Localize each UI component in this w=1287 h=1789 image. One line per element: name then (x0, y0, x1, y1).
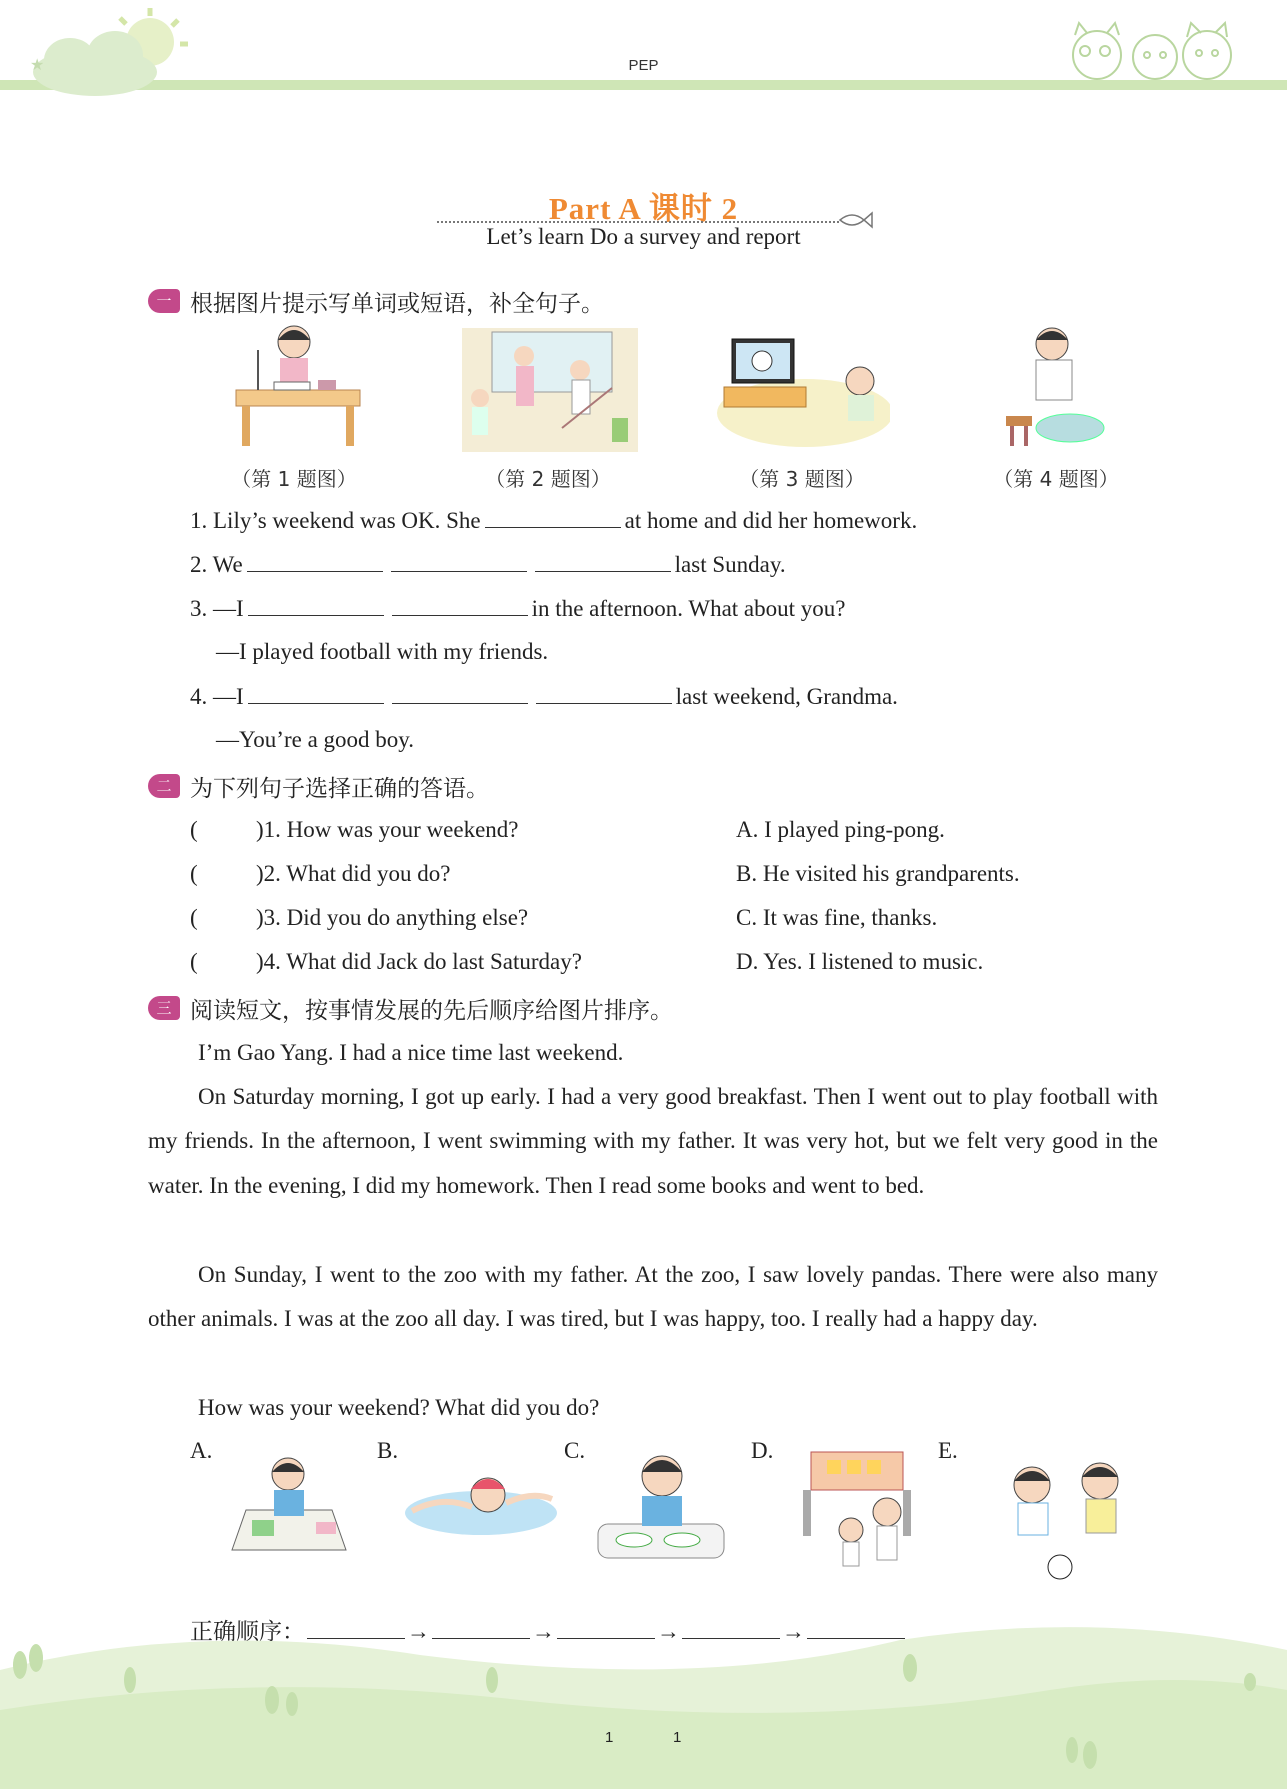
question-2-text-before: 2. We (190, 552, 243, 577)
svg-text:★: ★ (30, 57, 45, 74)
picture-label-a: A. (190, 1438, 213, 1463)
section-1-instruction: 根据图片提示写单词或短语，补全句子。 (190, 290, 604, 317)
section-1-heading (148, 284, 604, 318)
answer-blank[interactable] (392, 681, 528, 704)
answer-paren[interactable]: ( (190, 861, 198, 886)
picture-c-breakfast (596, 1448, 726, 1566)
page-subtitle: Let’s learn Do a survey and report (486, 224, 801, 249)
picture-family-cleaning (462, 328, 638, 452)
answer-paren[interactable]: ( (190, 905, 198, 930)
question-1 (190, 505, 917, 536)
question-3-text-after: in the afternoon. What about you? (531, 596, 846, 621)
match-question-text: )4. What did Jack do last Saturday? (256, 949, 582, 974)
picture-boy-washing-clothes (1002, 320, 1106, 450)
question-3 (190, 593, 846, 624)
section-2-heading (148, 769, 489, 803)
match-question-text: )2. What did you do? (256, 861, 451, 886)
question-3-text-before: 3. —I (190, 596, 244, 621)
caption-picture-2: （第 2 题图） (485, 467, 611, 491)
order-label: 正确顺序： (190, 1619, 305, 1644)
answer-blank[interactable] (248, 593, 384, 616)
picture-d-zoo (787, 1450, 917, 1578)
picture-b-swimming (402, 1455, 560, 1545)
arrow-2: → (532, 1619, 555, 1644)
passage-paragraph-1: I’m Gao Yang. I had a nice time last weekend. (198, 1040, 624, 1065)
answer-blank[interactable] (535, 549, 671, 572)
answer-option-c: C. It was fine, thanks. (736, 905, 938, 930)
question-4-text-after: last weekend, Grandma. (675, 684, 898, 709)
answer-paren[interactable]: ( (190, 817, 198, 842)
caption-picture-4: （第 4 题图） (993, 467, 1119, 491)
question-2-text-after: last Sunday. (674, 552, 786, 577)
picture-watching-tv (710, 335, 890, 450)
match-question-1 (190, 815, 519, 845)
picture-label-c: C. (564, 1438, 586, 1463)
header-label: PEP (628, 57, 659, 74)
question-4-reply: —You’re a good boy. (216, 727, 415, 752)
animal-faces-decoration (1055, 15, 1255, 87)
answer-paren[interactable]: ( (190, 949, 198, 974)
question-3-reply: —I played football with my friends. (216, 639, 549, 664)
title-divider (437, 221, 839, 223)
section-2-instruction: 为下列句子选择正确的答语。 (190, 775, 489, 802)
question-4-text-before: 4. —I (190, 684, 244, 709)
question-1-text-before: 1. Lily’s weekend was OK. She (190, 508, 481, 533)
picture-label-b: B. (377, 1438, 399, 1463)
sun-cloud-decoration (0, 0, 200, 110)
page-number-left: 1 (605, 1729, 614, 1746)
section-3-instruction: 阅读短文，按事情发展的先后顺序给图片排序。 (190, 997, 673, 1024)
answer-option-b: B. He visited his grandparents. (736, 861, 1020, 886)
arrow-3: → (657, 1619, 680, 1644)
section-3-heading (148, 991, 673, 1025)
question-4 (190, 681, 898, 712)
question-2 (190, 549, 786, 580)
question-1-text-after: at home and did her homework. (624, 508, 918, 533)
passage-paragraph-2: On Saturday morning, I got up early. I had a very good breakfast. Then I went out to play football with my friends. In the afternoon, I went swimming with my father. It was very hot, but we felt very good in the water. In the evening, I did my homework. Then I read some books and went to bed. (148, 1084, 1158, 1198)
page-number-right: 1 (673, 1729, 682, 1746)
answer-blank[interactable] (536, 681, 672, 704)
answer-blank[interactable] (392, 593, 528, 616)
picture-e-football (996, 1455, 1136, 1583)
picture-girl-homework (228, 320, 368, 450)
answer-option-a: A. I played ping-pong. (736, 817, 945, 842)
picture-a-homework (222, 1450, 356, 1562)
section-1-badge: 一 (148, 289, 180, 313)
answer-blank[interactable] (485, 505, 621, 528)
picture-label-e: E. (938, 1438, 958, 1463)
match-question-text: )1. How was your weekend? (256, 817, 519, 842)
page-title: Part A 课时 2 (548, 191, 739, 226)
match-question-4 (190, 947, 582, 977)
match-question-text: )3. Did you do anything else? (256, 905, 529, 930)
caption-picture-3: （第 3 题图） (739, 467, 865, 491)
picture-label-d: D. (751, 1438, 774, 1463)
passage-question: How was your weekend? What did you do? (198, 1395, 600, 1420)
arrow-1: → (407, 1619, 430, 1644)
match-question-2 (190, 859, 450, 889)
caption-picture-1: （第 1 题图） (231, 467, 357, 491)
answer-option-d: D. Yes. I listened to music. (736, 949, 984, 974)
arrow-4: → (782, 1619, 805, 1644)
section-2-badge: 二 (148, 774, 180, 798)
footer-landscape (0, 1600, 1287, 1789)
answer-blank[interactable] (248, 681, 384, 704)
passage-paragraph-3: On Sunday, I went to the zoo with my father. At the zoo, I saw lovely pandas. There were also many other animals. I was at the zoo all day. I was tired, but I was happy, too. I really had a happy day. (148, 1262, 1158, 1332)
match-question-3 (190, 903, 528, 933)
answer-blank[interactable] (391, 549, 527, 572)
answer-blank[interactable] (247, 549, 383, 572)
section-3-badge: 三 (148, 996, 180, 1020)
